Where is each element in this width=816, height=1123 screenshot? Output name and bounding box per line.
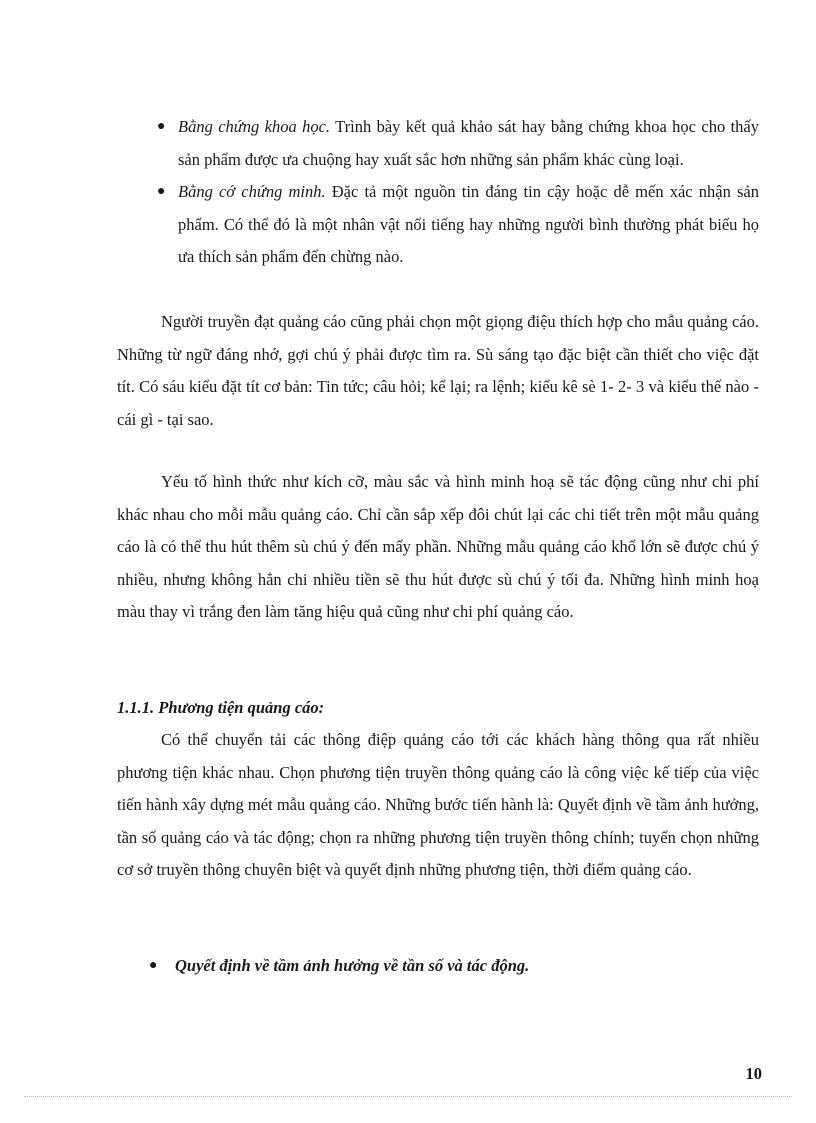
paragraph-media: Có thể chuyển tải các thông điệp quảng cáo tới các khách hàng thông qua rất nhiều phương tiện khác nhau. Chọn phương tiện truyền thông quảng cáo là công việc kế tiếp của việc tiến hành xây dựng mét mẫu quảng cáo. Những bước tiến hành là: Quyết định về tầm ảnh hưởng, tần số quảng cáo và tác động; chọn ra những phương tiện truyền thông chính; tuyển chọn những cơ sở truyền thông chuyên biệt và quyết định những phương tiện, thời điểm quảng cáo. xyxy=(117,730,759,879)
bullet-text: Đặc tả một nguồn tin đáng tin cậy hoặc dễ mến xác nhận sản phẩm. Có thể đó là một nhân vật nổi tiếng hay những người bình thường phát biểu họ ưa thích sản phẩm đến chừng nào. xyxy=(178,182,759,266)
bullet-icon: ● xyxy=(149,958,158,973)
sub-bullet-text: Quyết định về tầm ảnh hưởng về tần số và tác động. xyxy=(175,956,530,975)
paragraph-format: Yếu tố hình thức như kích cỡ, màu sắc và hình minh hoạ sẽ tác động cũng như chi phí khác nhau cho mỗi mẫu quảng cáo. Chỉ cần sắp xếp đôi chút lại các chi tiết trên một mẫu quảng cáo là có thể thu hút thêm sù chú ý đến mấy phần. Những mẫu quảng cáo khổ lớn sẽ được chú ý nhiều, nhưng không hẳn chi nhiều tiền sẽ thu hút được sù chú ý tối đa. Những hình minh hoạ màu thay vì trắng đen làm tăng hiệu quả cũng như chi phí quảng cáo. xyxy=(117,472,759,621)
bullet-list-evidence xyxy=(117,111,759,274)
list-item xyxy=(117,176,759,274)
bullet-lead: Bằng cớ chứng minh. xyxy=(178,182,326,201)
bullet-icon: ● xyxy=(157,119,166,134)
page-number: 10 xyxy=(745,1064,762,1083)
list-item xyxy=(117,111,759,176)
section-heading: 1.1.1. Phương tiện quảng cáo: xyxy=(117,698,325,717)
paragraph-tone: Người truyền đạt quảng cáo cũng phải chọn một giọng điệu thích hợp cho mẫu quảng cáo. Những từ ngữ đáng nhớ, gợi chú ý phải được tìm ra. Sù sáng tạo đặc biệt cần thiết cho việc đặt tít. Có sáu kiểu đặt tít cơ bản: Tin tức; câu hỏi; kể lại; ra lệnh; kiểu kê sè 1- 2- 3 và kiểu thế nào - cái gì - tại sao. xyxy=(117,312,759,429)
footer-divider xyxy=(24,1096,792,1097)
sub-bullet-item xyxy=(117,950,759,983)
bullet-text: Trình bày kết quả khảo sát hay bằng chứng khoa học cho thấy sản phẩm được ưa chuộng hay xuất sắc hơn những sản phẩm khác cùng loại. xyxy=(178,117,759,169)
bullet-icon: ● xyxy=(157,184,166,199)
bullet-lead: Bằng chứng khoa học. xyxy=(178,117,331,136)
